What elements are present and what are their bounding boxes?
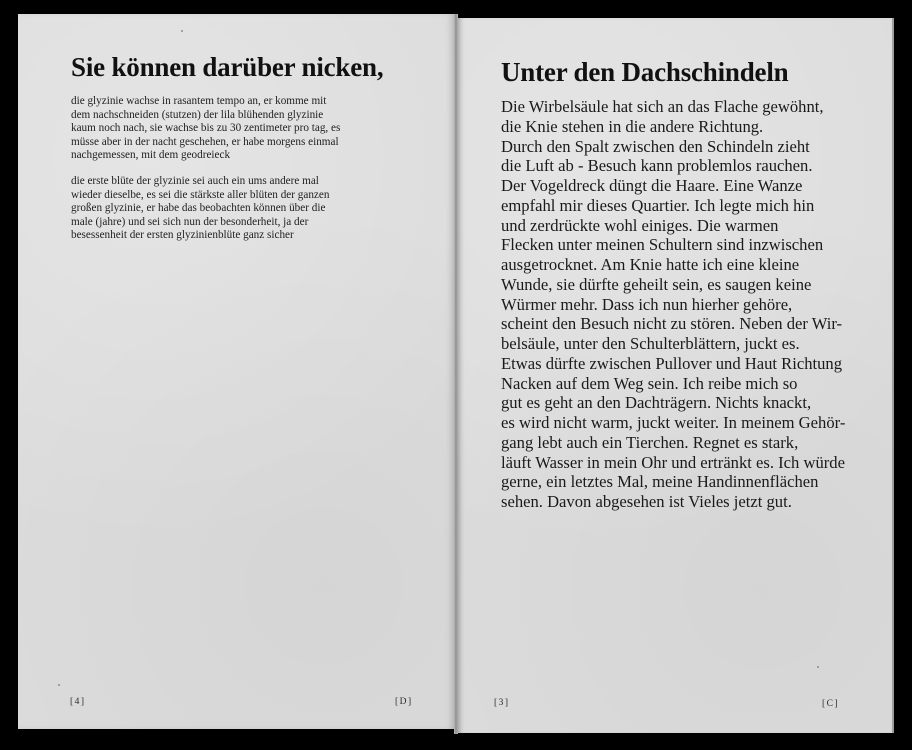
text-line: Der Vogeldreck düngt die Haare. Eine Wanze (501, 176, 803, 195)
text-line: die glyzinie wachse in rasantem tempo an, er komme mit (71, 95, 327, 107)
text-line: nachgemessen, mit dem geodreieck (71, 149, 231, 162)
text-line: die erste blüte der glyzinie sei auch ein ums andere mal (71, 175, 319, 187)
text-line: besessenheit der ersten glyzinienblüte ganz sicher (71, 229, 294, 242)
text-line: und zerdrückte wohl einiges. Die warmen (501, 215, 779, 235)
left-page (18, 14, 455, 729)
paper-speck (181, 30, 183, 32)
section-letter: [D] (395, 697, 413, 707)
text-line: kaum noch nach, sie wachse bis zu 30 zentimeter pro tag, es (71, 122, 341, 135)
text-line: male (jahre) und sei sich nun der besonderheit, ja der (71, 215, 309, 228)
text-line: scheint den Besuch nicht zu stören. Neben der Wir- (501, 314, 843, 334)
left-paragraph-1 (71, 95, 371, 163)
page-number: [3] (494, 698, 510, 708)
text-line: Die Wirbelsäule hat sich an das Flache gewöhnt, (501, 97, 824, 116)
left-page-title: Sie können darüber nicken, (71, 52, 384, 82)
text-line: Flecken unter meinen Schultern sind inzwischen (501, 235, 824, 255)
text-line: empfahl mir dieses Quartier. Ich legte mich hin (501, 195, 815, 215)
text-line: großen glyzinie, er habe das beobachten können über die (71, 202, 326, 215)
text-line: Durch den Spalt zwischen den Schindeln zieht (501, 136, 810, 156)
right-page-title: Unter den Dachschindeln (501, 57, 789, 87)
paper-speck (817, 666, 819, 668)
text-line: dem nachschneiden (stutzen) der lila blühenden glyzinie (71, 108, 324, 121)
left-paragraph-2 (71, 175, 371, 243)
paper-speck (58, 684, 60, 686)
text-line: die Luft ab - Besuch kann problemlos rauchen. (501, 156, 813, 176)
text-line: wieder dieselbe, es sei die stärkste aller blüten der ganzen (71, 188, 330, 201)
text-line: ausgetrocknet. Am Knie hatte ich eine kleine (501, 255, 800, 274)
text-line: gerne, ein letztes Mal, meine Handinnenflächen (501, 472, 819, 492)
text-line: Würmer mehr. Dass ich nun hierher gehöre, (501, 294, 793, 314)
right-body-text (501, 97, 861, 512)
section-letter: [C] (822, 699, 840, 709)
text-line: es wird nicht warm, juckt weiter. In meinem Gehör- (501, 413, 846, 432)
text-line: müsse aber in der nacht geschehen, er habe morgens einmal (71, 135, 339, 148)
text-line: läuft Wasser in mein Ohr und ertränkt es. Ich würde (501, 452, 845, 472)
text-line: Etwas dürfte zwischen Pullover und Haut Richtung (501, 353, 843, 373)
right-page (457, 18, 894, 733)
text-line: Wunde, sie dürfte geheilt sein, es saugen keine (501, 274, 812, 294)
text-line: gang lebt auch ein Tierchen. Regnet es stark, (501, 432, 799, 452)
text-line: belsäule, unter den Schulterblättern, juckt es. (501, 334, 800, 353)
text-line: Nacken auf dem Weg sein. Ich reibe mich so (501, 373, 798, 393)
text-line: die Knie stehen in die andere Richtung. (501, 116, 764, 136)
text-line: sehen. Davon abgesehen ist Vieles jetzt gut. (501, 492, 792, 511)
page-number: [4] (70, 697, 86, 707)
text-line: gut es geht an den Dachträgern. Nichts knackt, (501, 393, 812, 413)
